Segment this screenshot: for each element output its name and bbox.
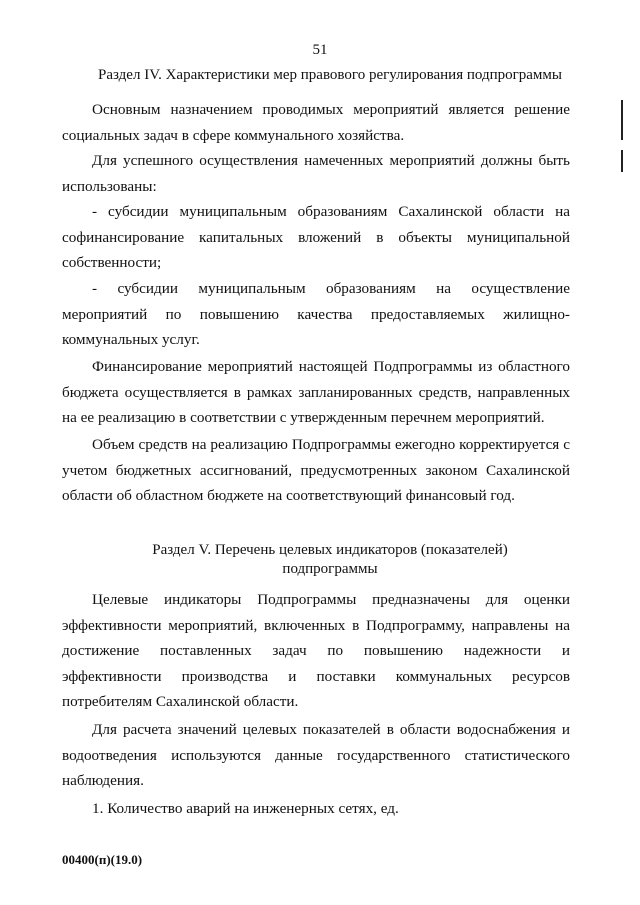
section-5-heading-line-2: подпрограммы	[282, 561, 378, 577]
section-5-paragraph-1: Целевые индикаторы Подпрограммы предназначены для оценки эффективности мероприятий, включенных в Подпрограмму, направлены на достижение поставленных задач по повышению надежности и эффективности производства и поставки коммунальных ресурсов потребителям Сахалинской области.	[62, 591, 570, 710]
section-5-heading-line-1: Раздел V. Перечень целевых индикаторов (показателей)	[152, 542, 508, 558]
section-4-paragraph-3: - субсидии муниципальным образованиям Сахалинской области на софинансирование капитальных вложений в объекты муниципальной собственности;	[62, 203, 570, 271]
section-5-paragraph-2: Для расчета значений целевых показателей в области водоснабжения и водоотведения используются данные государственного статистического наблюдения.	[62, 721, 570, 789]
section-5-paragraph-3: 1. Количество аварий на инженерных сетях, ед.	[92, 800, 399, 817]
section-4-heading: Раздел IV. Характеристики мер правового регулирования подпрограммы	[98, 67, 562, 83]
section-4-paragraph-5: Финансирование мероприятий настоящей Подпрограммы из областного бюджета осуществляется в рамках запланированных средств, направленных на ее реализацию в соответствии с утвержденным перечнем мероприятий.	[62, 358, 570, 426]
section-4-paragraph-1: Основным назначением проводимых мероприятий является решение социальных задач в сфере коммунального хозяйства.	[62, 101, 570, 144]
section-4-paragraph-2: Для успешного осуществления намеченных мероприятий должны быть использованы:	[62, 152, 570, 195]
footer-document-code: 00400(п)(19.0)	[62, 852, 143, 867]
scan-margin-mark	[621, 150, 623, 172]
section-4-paragraph-4: - субсидии муниципальным образованиям на осуществление мероприятий по повышению качества предоставляемых жилищно-коммунальных услуг.	[62, 280, 570, 348]
section-5-heading	[60, 541, 600, 579]
page-number: 51	[312, 42, 328, 58]
section-4-paragraph-6: Объем средств на реализацию Подпрограммы ежегодно корректируется с учетом бюджетных ассигнований, предусмотренных законом Сахалинской области об областном бюджете на соответствующий финансовый год.	[62, 436, 570, 504]
scan-margin-mark	[621, 100, 623, 140]
